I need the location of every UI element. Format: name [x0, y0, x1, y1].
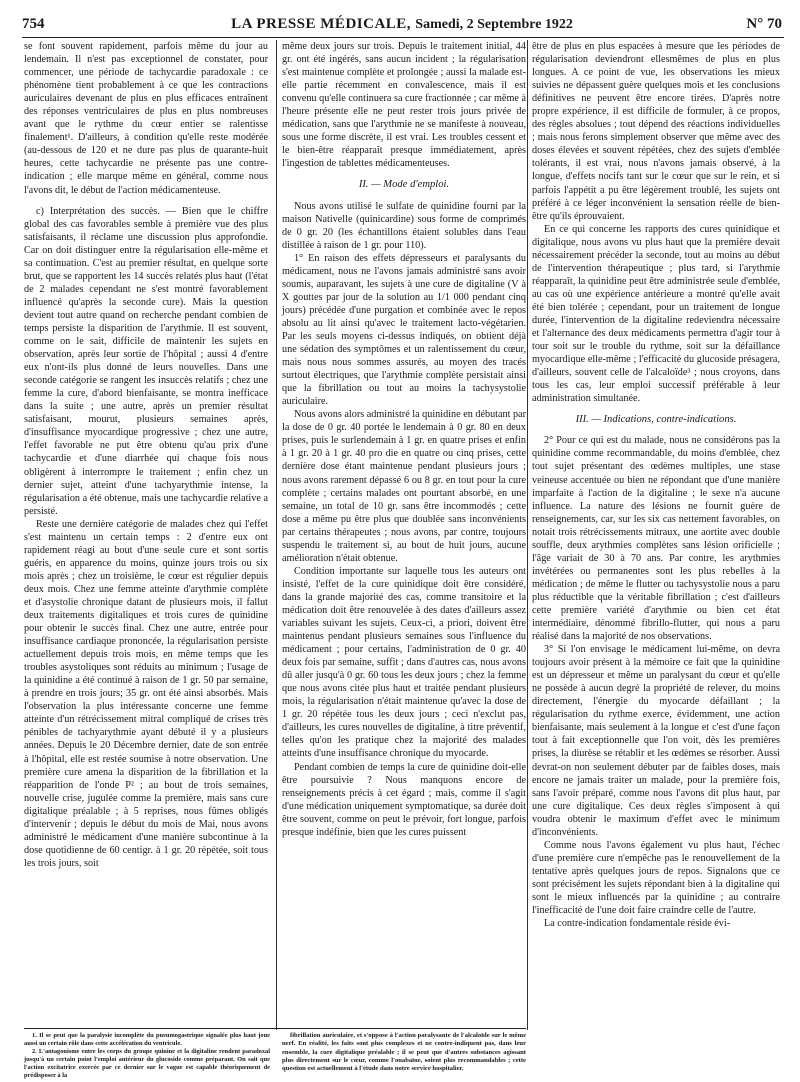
paragraph: Nous avons utilisé le sulfate de quinidine fourni par la maison Nativelle (quinicardine) sous forme de comprimés de 0 gr. 20 (les échantillons étaient solubles dans l'eau distillée à raison de 1 gr. pour 110).	[282, 200, 526, 251]
journal-masthead	[22, 16, 782, 33]
issue-number: N° 70	[746, 16, 782, 32]
page-number: 754	[22, 16, 45, 32]
footnote: 1. Il se peut que la paralysie incomplète du pneumogastrique signalée plus haut joue aussi un certain rôle dans cette accélération du ventricule.	[24, 1032, 270, 1048]
issue-date: Samedi, 2 Septembre 1922	[415, 17, 573, 32]
paragraph: Reste une dernière catégorie de malades chez qui l'effet s'est maintenu un certain temps : 2 d'entre eux ont rapidement réagi au bout d'une seule cure et sont sortis guéris, en apparence du moins, quinze jours trois ou six mois après ; chez un troisième, le cœur est régulier depuis deux mois. Chez une femme atteinte d'arythmie complète et d'asystolie chronique datant de plusieurs mois, il fallut deux traitements digitaliques et trois cures de quinidine pour obtenir le succès final. Chez une autre, entrée pour insuffisance cardiaque prononcée, la régularisation persiste actuellement depuis trois mois, en même temps que les troubles asystoliques sont réduits au minimum ; l'usage de la quinidine a été continué à raison de 1 gr. 50 par semaine, à prendre en trois jours; 35 gr. ont été ainsi absorbés. Mais l'observation la plus intéressante concerne une femme atteinte d'un rétrécissement mitral compliqué de crises très pénibles de tachyarythmie ayant débuté il y a plusieurs années. Depuis le 20 Décembre dernier, date de son entrée à l'hôpital, elle est restée soumise à notre observation. Une première cure amena la disparition de la fibrillation et la réapparition de l'onde P² ; au bout de trois semaines, nouvelle crise, jugulée comme la première, mais sans cure digitalique préalable ; à 5 reprises, nous fûmes obligés d'intervenir ; depuis le début du mois de Mai, nous avons administré le médicament d'une manière subcontinue à la dose quotidienne de 60 centigr. à 1 gr. 20 répétée, soit tous les trois jours, soit	[24, 518, 268, 869]
footnotes-right	[282, 1032, 526, 1073]
journal-title: LA PRESSE MÉDICALE,	[231, 16, 412, 32]
section-heading: II. — Mode d'emploi.	[358, 179, 450, 191]
header-rule	[22, 37, 784, 38]
paragraph: Pendant combien de temps la cure de quinidine doit-elle être poursuivie ? Nous manquons encore de renseignements précis à cet égard ; mais, comme il s'agit d'une médication uniquement symptomatique, sa durée doit être souvent, comme on peut le prévoir, fort longue, parfois presque indéfinie, bien que les cures puissent	[282, 761, 526, 838]
paragraph: se font souvent rapidement, parfois même du jour au lendemain. Il n'est pas exceptionnel de constater, pour commencer, une période de tachycardie paradoxale : ce phénomène tient probablement à ce que les contractions auriculaires devenant de plus en plus efficaces entraînent des réponses ventriculaires de plus en plus nombreuses avant que le rythme du cœur entier se ralentisse finalement¹. D'ailleurs, à condition qu'elle reste modérée (au-dessous de 120 et ne dure pas plus de quarante-huit heures, cette tachycardie ne présente pas une contre-indication ; elle marque même en général, comme nous l'avons dit, le début de l'action médicamenteuse.	[24, 41, 268, 196]
page-header	[22, 16, 782, 38]
paragraph: 2° Pour ce qui est du malade, nous ne considérons pas la quinidine comme recommandable, du moins d'emblée, chez tout sujet présentant des œdèmes multiples, une stase veineuse accentuée ou bien ne répondant que d'une manière imparfaite à l'action de la digitaline ; le sexe n'a aucune influence. La nature des lésions ne fournit guère de renseignements, car, sur les six cas nettement favorables, on notait trois rétrécissements mitraux, une aortite avec double souffle, deux arythmies complètes sans lésion orificielle ; l'âge variait de 30 à 70 ans. Par contre, les arythmies invétérées ou permanentes sont les plus rebelles à la médication ; de même le flutter ou tachysystolie nous a paru plus réductible que la véritable fibrillation ; c'est d'ailleurs cette première variété d'arythmie ou bien cet état intermédiaire, dénommé fibrillo-flutter, qui nous a paru réalisé dans la majorité de nos observations.	[532, 435, 780, 643]
paragraph: Comme nous l'avons également vu plus haut, l'échec d'une première cure n'empêche pas le renouvellement de la tentative après quelques jours de repos. Signalons que ce sont précisément les sujets répondant bien à la digitaline qui sont le mieux influencés par la quinidine ; au contraire l'inefficacité de l'une doit faire craindre celle de l'autre.	[532, 839, 780, 917]
text-column-2	[282, 40, 526, 839]
paragraph: c) Interprétation des succès. — Bien que le chiffre global des cas favorables semble à première vue des plus satisfaisants, il réclame une discussion plus approfondie. Car on doit distinguer entre la régularisation elle-même et sa continuation. C'est au premier résultat, en quelque sorte brut, que se rapportent les 14 succès relatés plus haut (l'état de 2 malades cependant ne s'est montré favorablement influencé qu'après la seconde cure). Mais la question devient tout autre quand on recherche pendant combien de temps persiste la disparition de l'arythmie. Il est souvent, comme on le sait, difficile de maintenir les sujets en observation, après leur sortie de l'hôpital ; aussi 4 d'entre eux n'ont-ils plus donné de leurs nouvelles. Dans une seconde catégorie se rangent les insuccès relatifs ; chez une femme la cure, d'abord bienfaisante, se montra inefficace dans la suite ; une autre, après un premier résultat satisfaisant, mourut, plusieurs semaines après, d'insuffisance myocardique progressive ; chez une autre, l'effet favorable ne put être obtenu qu'au prix d'une tachycardie et d'une diarrhée qui chaque fois nous obligèrent à interrompre le traitement ; enfin chez un dernier sujet, atteint d'une tachyarythmie intense, la régularisation a été obtenue, mais une tachycardie relative a persisté.	[24, 205, 268, 517]
text-column-3	[532, 40, 780, 930]
section-heading: III. — Indications, contre-indications.	[575, 414, 737, 426]
footnote: 2. L'antagonisme entre les corps du groupe quinine et la digitaline rendent paradoxal jusqu'à un certain point l'emploi antérieur du glucoside comme préparant. On sait que l'action excitatrice exercée par ce dernier sur le vague est capable théoriquement de prédisposer à la	[24, 1048, 270, 1080]
paragraph: 1° En raison des effets dépresseurs et paralysants du médicament, nous ne l'avons jamais administré sans avoir soumis, auparavant, les sujets à une cure de digitaline (V à X gouttes par jour de la solution au 1/1 000 pendant cinq jours) précédée d'une purgation et combinée avec le repos absolu au lit ainsi qu'avec le traitement lacto-végétarien. Par les seuls moyens ci-dessus indiqués, on obtient déjà une sédation des symptômes et un ralentissement du cœur, mais nous nous sommes assurés, au moyen des tracés surtout électriques, que l'arythmie complète persistait ainsi que la fibrillation ou tout au moins la tachysystolie auriculaire.	[282, 252, 526, 408]
text-column-1	[24, 40, 268, 870]
paragraph: 3° Si l'on envisage le médicament lui-même, on devra toujours avoir présent à la mémoire ce fait que la quinidine est un dépresseur et même un paralysant du cœur et qu'elle ne possède à aucun degré la propriété de relever, du moins directement, l'énergie du myocarde défaillant ; la régularisation du rythme exerce, évidemment, une action bienfaisante, mais seulement à la longue et c'est d'une façon tout à fait exceptionnelle que l'on voit, dès les premières prises, la diurèse se rétablir et les œdèmes se résorber. Aussi devrat-on non seulement débuter par de faibles doses, mais encore ne jamais traiter un malade, pour la première fois, sans l'avoir préparé, comme nous l'avons dit plus haut, par une cure digitalique. Ces deux règles s'imposent à qui voudra obtenir le maximum d'effet avec le minimum d'inconvénients.	[532, 644, 780, 838]
column-divider	[527, 40, 528, 1030]
paragraph: même deux jours sur trois. Depuis le traitement initial, 44 gr. ont été ingérés, sans aucun incident ; la régularisation s'est maintenue complète et prolongée ; aussi la malade est-elle partie récemment en convalescence, mais il est convenu qu'elle continuera sa cure fractionnée ; car même à l'heure présente elle ne peut rester trois jours privée de médication, sans que l'arythmie ne se manifeste à nouveau, sous une forme discrète, il est vrai. Les troubles cessent et le bien-être réapparaît presque immédiatement, après l'ingestion de tablettes médicamenteuses.	[282, 41, 526, 170]
footnote: fibrillation auriculaire, et s'oppose à l'action paralysante de l'alcaloïde sur le même nerf. En réalité, les faits sont plus complexes et ne contre-indiquent pas, dans leur ensemble, la cure digitalique préalable ; il se peut que d'autres substances agissant plus directement sur le cœur, comme l'ouabaïne, soient plus recommandables ; cette question est actuellement à l'étude dans notre service hospitalier.	[282, 1032, 526, 1073]
footnote-rule	[24, 1028, 526, 1029]
paragraph: Nous avons alors administré la quinidine en débutant par la dose de 0 gr. 40 portée le lendemain à 0 gr. 80 en deux prises, puis le surlendemain à 1 gr. en quatre prises et enfin à 1 gr. 20 à 1 gr. 40 pro die en quatre ou cinq prises, cette dernière dose étant maintenue pendant plusieurs jours ; nous avons rarement dépassé 6 ou 8 gr. en tout pour la cure complète ; certains malades ont pourtant absorbé, en une semaine, un total de 10 gr. sans être incommodés ; cette dose a même pu être plus que doublée sans inconvénients par certains thérapeutes ; nous avons, par contre, toujours suspendu le traitement si, au bout de huit jours, aucune amélioration n'était obtenue.	[282, 409, 526, 564]
paragraph: En ce qui concerne les rapports des cures quinidique et digitalique, nous avons vu plus haut que la première devait nécessairement précéder la seconde, tout au moins au début de l'intervention thérapeutique ; plus tard, si l'arythmie réapparaît, la quinidine peut être administrée seule d'emblée, au cas où une expérience antérieure a montré qu'elle avait été bien tolérée ; cependant, pour un traitement de longue durée, l'intervention de la digitaline redeviendra nécessaire et l'alternance des deux médicaments permettra d'agir tour à tour soit sur le trouble du rythme, soit sur la défaillance myocardique elle-même ; l'efficacité du glucoside présagera, d'ailleurs, souvent celle de l'alcaloïde³ ; nous croyons, dans tous les cas, leur emploi successif préférable à leur administration simultanée.	[532, 223, 780, 405]
footnotes-left	[24, 1032, 270, 1080]
column-divider	[276, 40, 277, 1030]
paragraph: être de plus en plus espacées à mesure que les périodes de régularisation deviendront ellesmêmes de plus en plus longues. A ce point de vue, les observations les mieux suivies ne dépassent guère quelques mois et les conclusions définitives ne peuvent être encore tirées. D'après notre propre expérience, il est difficile de formuler, à ce propos, des règles absolues ; tout dépend des réactions individuelles ; mais nous ferons simplement observer que même avec des doses élevées et souvent répétées, chez des sujets d'emblée tolérants, il est vrai, nous n'avons jamais observé, à la longue, d'effets nocifs tant sur le cœur que sur le rein, et si parfois l'appétit a pu être légèrement troublé, les sujets ont préféré à ce léger inconvénient la sensation réelle de bien-être qu'ils éprouvaient.	[532, 41, 780, 222]
paragraph: Condition importante sur laquelle tous les auteurs ont insisté, l'effet de la cure quinidique doit être considéré, dans la grande majorité des cas, comme transitoire et la médication doit être renouvelée à des dates d'ailleurs assez variables suivant les sujets. Ceux-ci, a priori, doivent être maintenus pendant plusieurs semaines sous l'influence du médicament ; pour certains, l'administration de 0 gr. 40 deux fois par semaine, suffit ; dans d'autres cas, nous avons dû aller jusqu'à 0 gr. 60 tous les deux jours ; chez la femme que nous avons citée plus haut et traitée pendant plusieurs mois, la régularisation n'était maintenue qu'avec la dose de 1 gr. 20 répétée tous les deux jours ; ceci n'exclut pas, d'ailleurs, les cures nouvelles de digitaline, à titre préventif, telles qu'on les pratique chez la majorité des malades atteints d'une insuffisance chronique du myocarde.	[282, 565, 526, 760]
paragraph: La contre-indication fondamentale réside évi-	[544, 918, 731, 930]
